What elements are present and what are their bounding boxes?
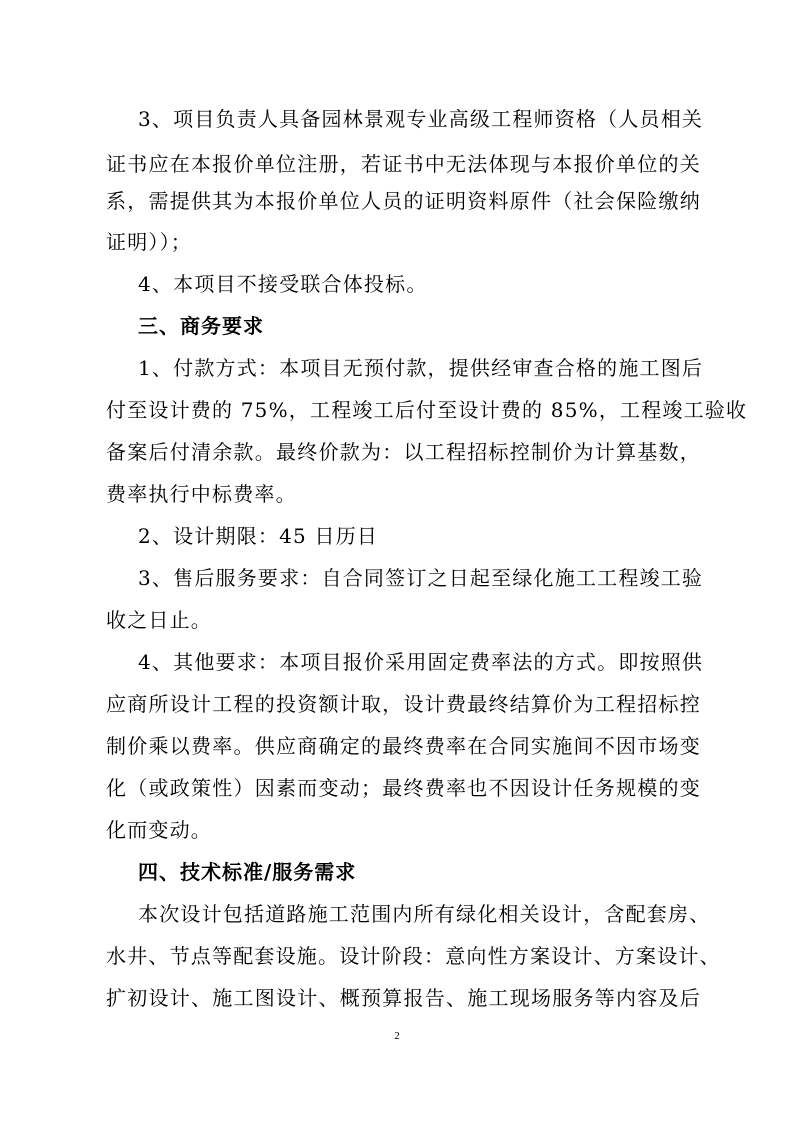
paragraph-line: 证明））；: [106, 230, 192, 254]
page-number: 2: [394, 1030, 400, 1042]
section-heading: 四、技术标准/服务需求: [138, 860, 357, 884]
paragraph-line: 4、其他要求：本项目报价采用固定费率法的方式。即按照供: [138, 650, 704, 674]
paragraph-line: 收之日止。: [106, 608, 212, 632]
paragraph-line: 证书应在本报价单位注册，若证书中无法体现与本报价单位的关: [106, 152, 701, 176]
paragraph-line: 水井、节点等配套设施。设计阶段：意向性方案设计、方案设计、: [106, 944, 721, 968]
paragraph-line: 化而变动。: [106, 818, 212, 842]
paragraph-line: 制价乘以费率。供应商确定的最终费率在合同实施间不因市场变: [106, 734, 701, 758]
paragraph-line: 3、项目负责人具备园林景观专业高级工程师资格（人员相关: [138, 107, 704, 131]
paragraph-line: 系，需提供其为本报价单位人员的证明资料原件（社会保险缴纳: [106, 189, 701, 213]
paragraph-line: 备案后付清余款。最终价款为：以工程招标控制价为计算基数，: [106, 440, 701, 464]
paragraph-line: 扩初设计、施工图设计、概预算报告、施工现场服务等内容及后: [106, 986, 701, 1010]
paragraph-line: 4、本项目不接受联合体投标。: [138, 272, 428, 296]
section-heading: 三、商务要求: [138, 314, 264, 338]
paragraph-line: 化（或政策性）因素而变动；最终费率也不因设计任务规模的变: [106, 776, 701, 800]
paragraph-line: 1、付款方式：本项目无预付款，提供经审查合格的施工图后: [138, 356, 704, 380]
paragraph-line: 3、售后服务要求：自合同签订之日起至绿化施工工程竣工验: [138, 566, 704, 590]
paragraph-line: 费率执行中标费率。: [106, 482, 297, 506]
paragraph-line: 2、设计期限：45 日历日: [138, 524, 379, 548]
paragraph-line: 本次设计包括道路施工范围内所有绿化相关设计，含配套房、: [138, 902, 711, 926]
paragraph-line: 付至设计费的 75%，工程竣工后付至设计费的 85%，工程竣工验收: [106, 398, 748, 422]
paragraph-line: 应商所设计工程的投资额计取，设计费最终结算价为工程招标控: [106, 692, 701, 716]
